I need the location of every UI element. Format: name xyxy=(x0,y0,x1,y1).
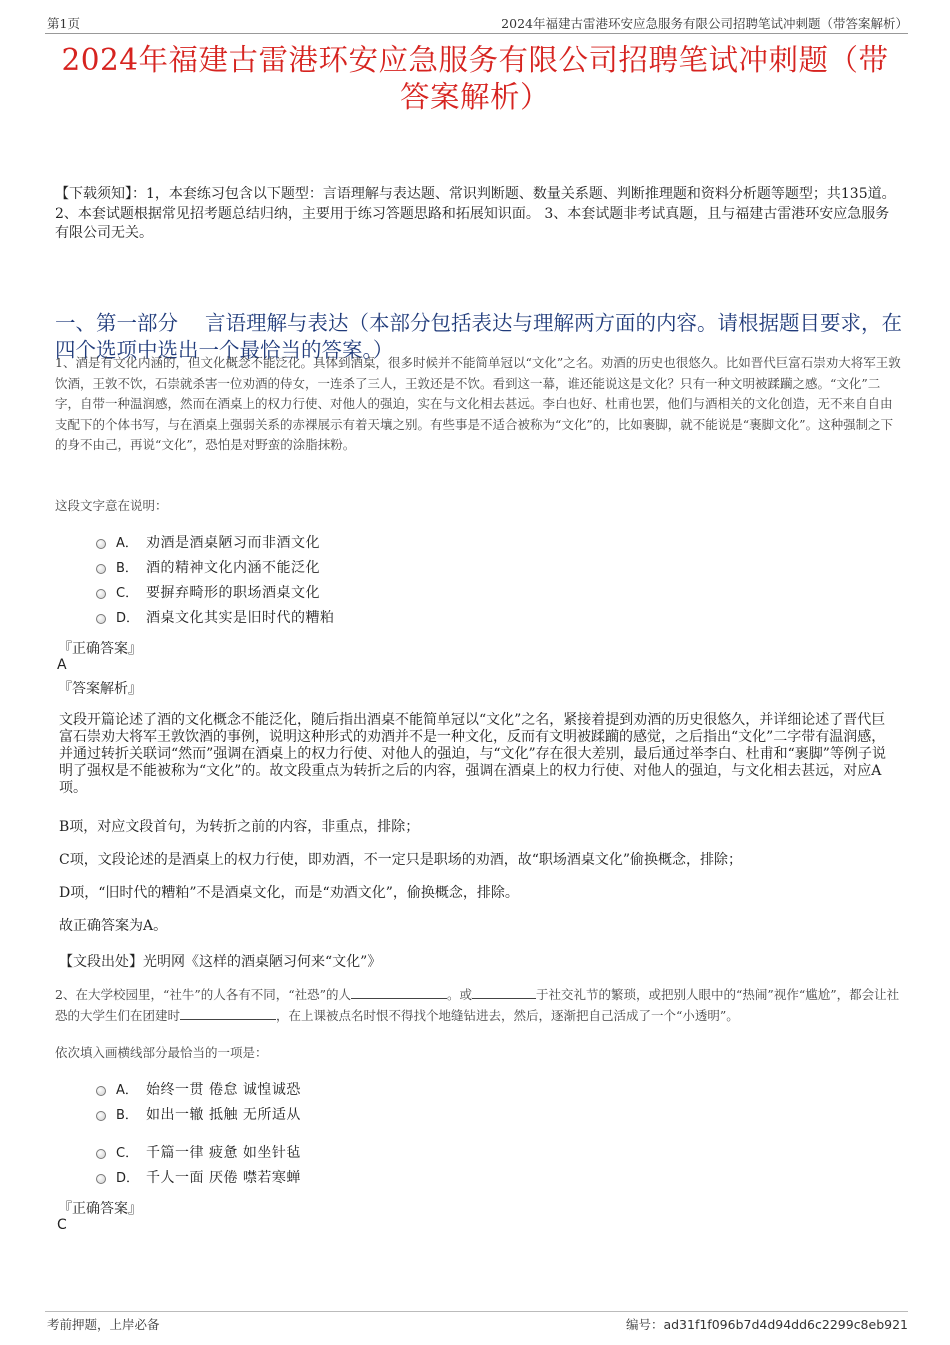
text-source: 【文段出处】光明网《这样的酒桌陋习何来“文化”》 xyxy=(59,954,382,970)
option-letter: C． xyxy=(116,1146,139,1161)
option-text: 如出一辙 抵触 无所适从 xyxy=(146,1106,301,1123)
question-2-part: ，在上课被点名时恨不得找个地缝钻进去，然后，逐渐把自己活成了一个“小透明”。 xyxy=(276,1007,739,1023)
radio-icon[interactable] xyxy=(96,564,106,574)
option-c[interactable] xyxy=(96,1139,596,1164)
option-letter: B． xyxy=(116,561,138,576)
code-label: 编号： xyxy=(625,1317,664,1332)
download-notice: 【下载须知】：1，本套练习包含以下题型：言语理解与表达题、常识判断题、数量关系题、判断推理题和资料分析题等题型；共135道。 2、本套试题根据常见招考题总结归纳，主要用于练习答题思路和拓展知识面。 3、本套试题非考试真题，且与福建古雷港环安应急服务有限公司无关。 xyxy=(55,186,896,241)
question-1-text: 1、酒是有文化内涵的，但文化概念不能泛化。具体到酒桌，很多时候并不能简单冠以“文化”之名。劝酒的历史也很悠久。比如晋代巨富石崇劝大将军王敦饮酒，王敦不饮，石崇就杀害一位劝酒的侍女，一连杀了三人，王敦还是不饮。看到这一幕，谁还能说这是文化？只有一种文明被蹂躏之感。“文化”二字，自带一种温润感，然而在酒桌上的权力行使、对他人的强迫，实在与文化相去甚远。李白也好、杜甫也罢，他们与酒相关的文化创造，无不来自自由支配下的个体书写，与在酒桌上强弱关系的赤裸展示有着天壤之别。有些事是不适合被称为“文化”的，比如裹脚，就不能说是“裹脚文化”。这种强制之下的身不由己，再说“文化”，恐怕是对野蛮的涂脂抹粉。 xyxy=(55,355,901,452)
analysis-conclusion: 故正确答案为A。 xyxy=(59,918,168,934)
radio-icon[interactable] xyxy=(96,1086,106,1096)
question-2-part: 。或 xyxy=(447,987,473,1002)
option-letter: B． xyxy=(116,1108,138,1123)
code-value: ad31f1f096b7d4d94dd6c2299c8eb921 xyxy=(663,1317,908,1332)
analysis-option-d: D项，“旧时代的糟粕”不是酒桌文化，而是“劝酒文化”，偷换概念，排除。 xyxy=(59,885,519,901)
page-title: 2024年福建古雷港环安应急服务有限公司招聘笔试冲刺题（带答案解析） xyxy=(61,43,889,114)
radio-icon[interactable] xyxy=(96,1149,106,1159)
option-d[interactable] xyxy=(96,1164,596,1189)
option-a[interactable] xyxy=(96,1076,596,1101)
page-number: 第1页 xyxy=(47,16,80,31)
section-heading: 一、第一部分 言语理解与表达（本部分包括表达与理解两方面的内容。请根据题目要求，在四个选项中选出一个最恰当的答案。） xyxy=(55,311,903,362)
radio-icon[interactable] xyxy=(96,1111,106,1121)
radio-icon[interactable] xyxy=(96,539,106,549)
answer-label: 『正确答案』 xyxy=(58,1201,142,1217)
option-text: 酒桌文化其实是旧时代的糟粕 xyxy=(146,609,335,626)
option-c[interactable] xyxy=(96,579,596,604)
option-b[interactable] xyxy=(96,1101,596,1126)
radio-icon[interactable] xyxy=(96,1174,106,1184)
option-letter: C． xyxy=(116,586,139,601)
header-doc-title: 2024年福建古雷港环安应急服务有限公司招聘笔试冲刺题（带答案解析） xyxy=(501,16,908,31)
fill-blank-3 xyxy=(180,1007,276,1020)
question-2-options-cont xyxy=(96,1139,596,1189)
option-text: 劝酒是酒桌陋习而非酒文化 xyxy=(146,534,320,551)
analysis-label: 『答案解析』 xyxy=(58,681,142,697)
option-text: 千人一面 厌倦 噤若寒蝉 xyxy=(146,1169,301,1186)
option-letter: D． xyxy=(116,611,140,626)
question-2-part: 于社交礼节的繁琐，或把别人眼中的“热闹”视作“尴尬”，都会让社恐的大学生们在团建时 xyxy=(55,987,900,1023)
option-d[interactable] xyxy=(96,604,596,629)
option-text: 千篇一律 疲惫 如坐针毡 xyxy=(146,1144,301,1161)
answer-value: C xyxy=(57,1217,67,1233)
radio-icon[interactable] xyxy=(96,614,106,624)
question-1-options xyxy=(96,529,596,629)
analysis-option-c: C项，文段论述的是酒桌上的权力行使，即劝酒，不一定只是职场的劝酒，故“职场酒桌文化”偷换概念，排除； xyxy=(59,852,743,868)
question-2-part: 2、在大学校园里，“社牛”的人各有不同，“社恐”的人 xyxy=(55,987,352,1002)
footer-slogan: 考前押题，上岸必备 xyxy=(47,1317,160,1332)
option-letter: A． xyxy=(116,1083,138,1098)
radio-icon[interactable] xyxy=(96,589,106,599)
answer-label: 『正确答案』 xyxy=(58,641,142,657)
option-text: 始终一贯 倦怠 诚惶诚恐 xyxy=(146,1081,301,1098)
option-text: 酒的精神文化内涵不能泛化 xyxy=(146,559,320,576)
option-letter: D． xyxy=(116,1171,140,1186)
option-a[interactable] xyxy=(96,529,596,554)
document-code xyxy=(626,1315,908,1333)
question-1-prompt: 这段文字意在说明： xyxy=(55,498,168,513)
analysis-paragraph: 文段开篇论述了酒的文化概念不能泛化，随后指出酒桌不能简单冠以“文化”之名，紧接着提到劝酒的历史很悠久，并详细论述了晋代巨富石崇劝大将军王敦饮酒的事例，说明这种形式的劝酒并不是一种文化，反而有文明被蹂躏的感觉，之后指出“文化”二字带有温润感，并通过转折关联词“然而”强调在酒桌上的权力行使、对他人的强迫，与“文化”存在很大差别，最后通过举李白、杜甫和“裹脚”等例子说明了强权是不能被称为“文化”的。故文段重点为转折之后的内容，强调在酒桌上的权力行使、对他人的强迫，与文化相去甚远，对应A项。 xyxy=(59,712,886,796)
header-divider xyxy=(45,33,908,34)
fill-blank-1 xyxy=(351,986,447,999)
question-2-options xyxy=(96,1076,596,1126)
option-letter: A． xyxy=(116,536,138,551)
answer-value: A xyxy=(57,657,67,673)
option-b[interactable] xyxy=(96,554,596,579)
footer-divider xyxy=(45,1311,908,1312)
fill-blank-2 xyxy=(472,986,536,999)
option-text: 要摒弃畸形的职场酒桌文化 xyxy=(146,584,320,601)
analysis-option-b: B项，对应文段首句，为转折之前的内容，非重点，排除； xyxy=(59,819,420,835)
question-2-prompt: 依次填入画横线部分最恰当的一项是： xyxy=(55,1045,268,1060)
question-2-text xyxy=(55,985,900,1026)
